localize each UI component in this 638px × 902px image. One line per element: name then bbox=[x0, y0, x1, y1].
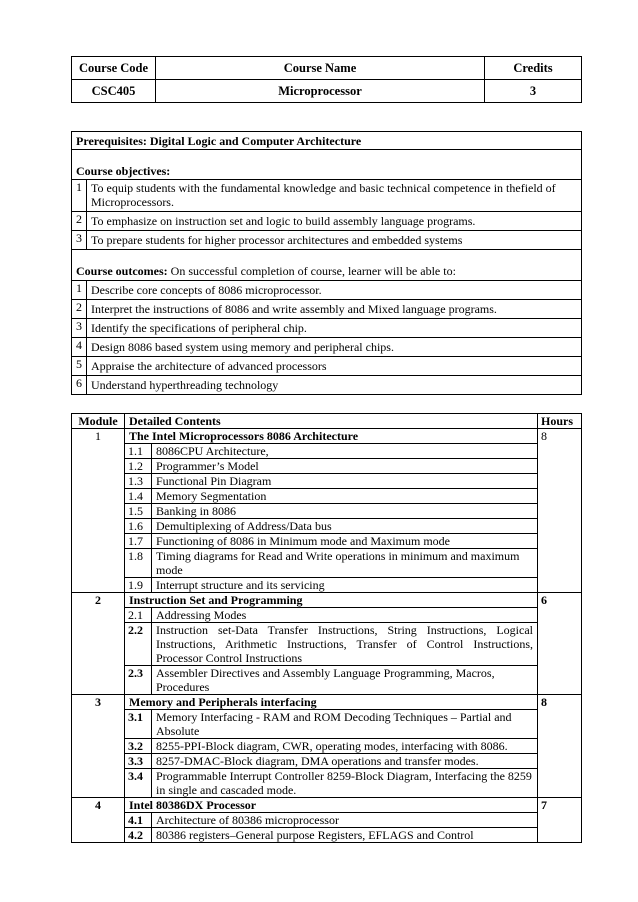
topic-text: Programmer’s Model bbox=[152, 459, 538, 474]
topic-text: 8257-DMAC-Block diagram, DMA operations and transfer modes. bbox=[152, 754, 538, 769]
outcome-row bbox=[72, 357, 582, 376]
module-number: 4 bbox=[72, 798, 125, 843]
topic-row bbox=[72, 489, 582, 504]
outcome-row bbox=[72, 300, 582, 319]
outcomes-heading: Course outcomes: bbox=[76, 264, 168, 278]
course-code: CSC405 bbox=[72, 80, 156, 103]
module-title-row bbox=[72, 695, 582, 710]
outcome-number: 4 bbox=[72, 338, 87, 357]
outcome-text: Interpret the instructions of 8086 and write assembly and Mixed language programs. bbox=[87, 300, 582, 319]
outcome-text: Understand hyperthreading technology bbox=[87, 376, 582, 395]
module-title: Instruction Set and Programming bbox=[125, 593, 538, 608]
objective-row bbox=[72, 231, 582, 250]
prerequisites-row bbox=[72, 132, 582, 150]
course-table bbox=[71, 56, 582, 103]
module-hours: 6 bbox=[538, 593, 582, 695]
topic-number: 1.2 bbox=[125, 459, 152, 474]
topic-text: Functional Pin Diagram bbox=[152, 474, 538, 489]
topic-row bbox=[72, 549, 582, 578]
objective-number: 3 bbox=[72, 231, 87, 250]
topic-text: Memory Interfacing - RAM and ROM Decoding Techniques – Partial and Absolute bbox=[152, 710, 538, 739]
topic-row bbox=[72, 519, 582, 534]
module-title: The Intel Microprocessors 8086 Architecture bbox=[125, 429, 538, 444]
topic-number: 3.3 bbox=[125, 754, 152, 769]
course-table-header bbox=[72, 57, 582, 80]
topic-text: 8086CPU Architecture, bbox=[152, 444, 538, 459]
outcome-number: 3 bbox=[72, 319, 87, 338]
topic-text: Interrupt structure and its servicing bbox=[152, 578, 538, 593]
outcome-text: Design 8086 based system using memory and peripheral chips. bbox=[87, 338, 582, 357]
objectives-heading: Course objectives: bbox=[76, 164, 171, 178]
outcome-text: Describe core concepts of 8086 microprocessor. bbox=[87, 281, 582, 300]
topic-text: Architecture of 80386 microprocessor bbox=[152, 813, 538, 828]
topic-number: 2.3 bbox=[125, 666, 152, 695]
topic-text: 8255-PPI-Block diagram, CWR, operating modes, interfacing with 8086. bbox=[152, 739, 538, 754]
topic-row bbox=[72, 459, 582, 474]
topic-number: 1.1 bbox=[125, 444, 152, 459]
course-table-row bbox=[72, 80, 582, 103]
credits-header: Credits bbox=[485, 57, 582, 80]
topic-number: 1.3 bbox=[125, 474, 152, 489]
outcome-row bbox=[72, 281, 582, 300]
topic-number: 4.2 bbox=[125, 828, 152, 843]
topic-text: Programmable Interrupt Controller 8259-Block Diagram, Interfacing the 8259 in single and cascaded mode. bbox=[152, 769, 538, 798]
outcome-number: 6 bbox=[72, 376, 87, 395]
topic-row bbox=[72, 710, 582, 739]
outcome-row bbox=[72, 319, 582, 338]
outcome-number: 5 bbox=[72, 357, 87, 376]
topic-row bbox=[72, 608, 582, 623]
topic-text: Instruction set-Data Transfer Instructions, String Instructions, Logical Instructions, Arithmetic Instructions, Transfer of Control Instructions, Processor Control Instructions bbox=[152, 623, 538, 666]
topic-row bbox=[72, 666, 582, 695]
outcomes-intro: On successful completion of course, learner will be able to: bbox=[167, 264, 456, 278]
outcomes-heading-row bbox=[72, 250, 582, 281]
topic-text: Memory Segmentation bbox=[152, 489, 538, 504]
course-name: Microprocessor bbox=[156, 80, 485, 103]
topic-number: 3.1 bbox=[125, 710, 152, 739]
hours-header: Hours bbox=[538, 414, 582, 429]
module-number: 3 bbox=[72, 695, 125, 798]
outcome-row bbox=[72, 376, 582, 395]
outcome-row bbox=[72, 338, 582, 357]
topic-text: Assembler Directives and Assembly Language Programming, Macros, Procedures bbox=[152, 666, 538, 695]
module-title-row bbox=[72, 429, 582, 444]
outcome-number: 1 bbox=[72, 281, 87, 300]
objective-row bbox=[72, 180, 582, 212]
module-number: 2 bbox=[72, 593, 125, 695]
objectives-heading-row bbox=[72, 150, 582, 180]
topic-row bbox=[72, 739, 582, 754]
topic-number: 1.8 bbox=[125, 549, 152, 578]
module-title-row bbox=[72, 593, 582, 608]
topic-text: Addressing Modes bbox=[152, 608, 538, 623]
topic-row bbox=[72, 623, 582, 666]
topic-text: Banking in 8086 bbox=[152, 504, 538, 519]
topic-number: 3.2 bbox=[125, 739, 152, 754]
outcome-text: Appraise the architecture of advanced processors bbox=[87, 357, 582, 376]
objective-row bbox=[72, 212, 582, 231]
topic-row bbox=[72, 504, 582, 519]
module-title: Intel 80386DX Processor bbox=[125, 798, 538, 813]
objective-text: To prepare students for higher processor architectures and embedded systems bbox=[87, 231, 582, 250]
module-number: 1 bbox=[72, 429, 125, 593]
prerequisites: Prerequisites: Digital Logic and Computer Architecture bbox=[72, 132, 582, 150]
topic-row bbox=[72, 769, 582, 798]
topic-number: 4.1 bbox=[125, 813, 152, 828]
outcome-text: Identify the specifications of peripheral chip. bbox=[87, 319, 582, 338]
objective-text: To equip students with the fundamental knowledge and basic technical competence in thefield of Microprocessors. bbox=[87, 180, 582, 212]
topic-text: Timing diagrams for Read and Write operations in minimum and maximum mode bbox=[152, 549, 538, 578]
module-title: Memory and Peripherals interfacing bbox=[125, 695, 538, 710]
objectives-outcomes-table bbox=[71, 131, 582, 395]
module-hours: 8 bbox=[538, 695, 582, 798]
topic-text: Functioning of 8086 in Minimum mode and Maximum mode bbox=[152, 534, 538, 549]
topic-number: 1.7 bbox=[125, 534, 152, 549]
module-hours: 7 bbox=[538, 798, 582, 843]
topic-number: 3.4 bbox=[125, 769, 152, 798]
topic-number: 1.5 bbox=[125, 504, 152, 519]
objective-text: To emphasize on instruction set and logic to build assembly language programs. bbox=[87, 212, 582, 231]
topic-text: 80386 registers–General purpose Registers, EFLAGS and Control bbox=[152, 828, 538, 843]
objective-number: 2 bbox=[72, 212, 87, 231]
contents-header: Detailed Contents bbox=[125, 414, 538, 429]
topic-row bbox=[72, 813, 582, 828]
course-credits: 3 bbox=[485, 80, 582, 103]
topic-number: 1.4 bbox=[125, 489, 152, 504]
topic-row bbox=[72, 444, 582, 459]
modules-header-row bbox=[72, 414, 582, 429]
course-name-header: Course Name bbox=[156, 57, 485, 80]
topic-row bbox=[72, 754, 582, 769]
topic-number: 1.9 bbox=[125, 578, 152, 593]
course-code-header: Course Code bbox=[72, 57, 156, 80]
topic-number: 2.1 bbox=[125, 608, 152, 623]
outcome-number: 2 bbox=[72, 300, 87, 319]
topic-number: 2.2 bbox=[125, 623, 152, 666]
module-hours: 8 bbox=[538, 429, 582, 593]
objective-number: 1 bbox=[72, 180, 87, 212]
module-title-row bbox=[72, 798, 582, 813]
module-header: Module bbox=[72, 414, 125, 429]
topic-row bbox=[72, 578, 582, 593]
topic-row bbox=[72, 474, 582, 489]
topic-text: Demultiplexing of Address/Data bus bbox=[152, 519, 538, 534]
topic-row bbox=[72, 828, 582, 843]
topic-number: 1.6 bbox=[125, 519, 152, 534]
modules-table bbox=[71, 413, 582, 843]
topic-row bbox=[72, 534, 582, 549]
